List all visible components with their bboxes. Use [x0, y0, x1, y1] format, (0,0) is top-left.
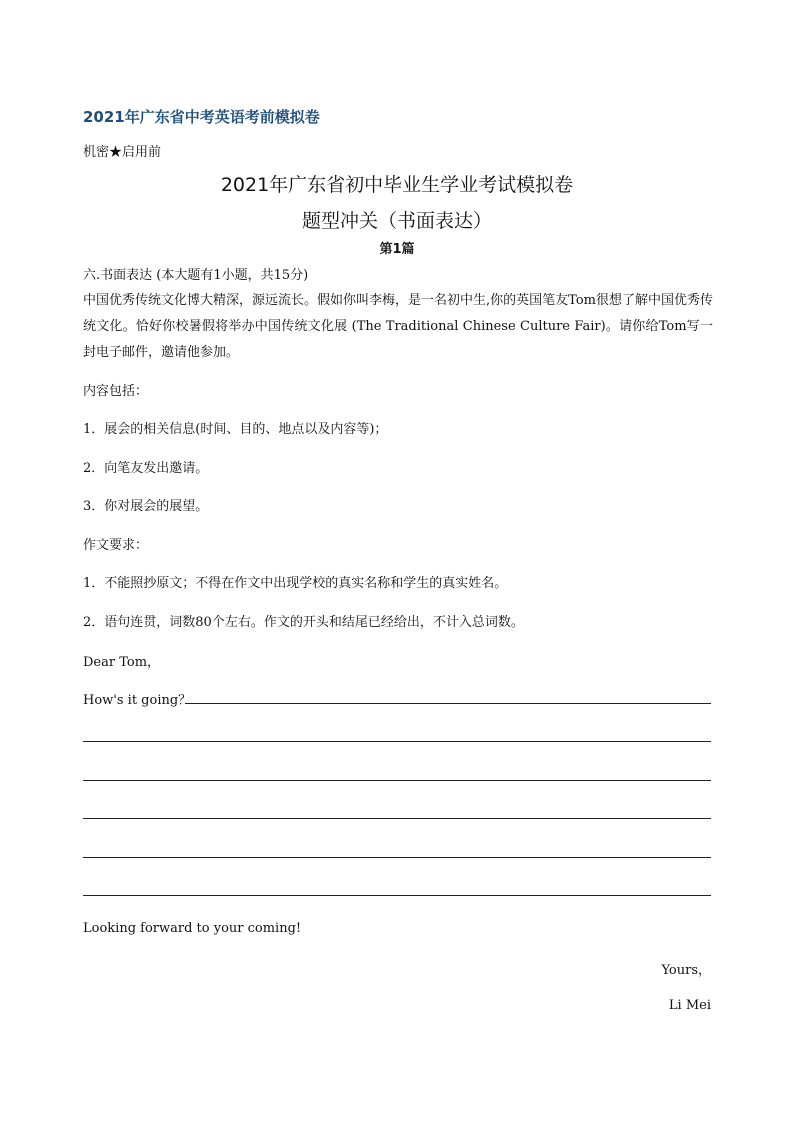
letter-signature: Li Mei: [668, 998, 711, 1013]
letter-closing: Looking forward to your coming!: [83, 921, 302, 936]
answer-line[interactable]: [185, 703, 711, 704]
requirement-item: 1．不能照抄原文；不得在作文中出现学校的真实名称和学生的真实姓名。: [83, 576, 508, 591]
letter-salutation: Dear Tom，: [83, 655, 161, 670]
answer-line[interactable]: [83, 857, 711, 858]
answer-line[interactable]: [83, 780, 711, 781]
confidential-label: 机密★启用前: [83, 145, 162, 160]
content-item: 3．你对展会的展望。: [83, 499, 209, 514]
writing-prompt: 中国优秀传统文化博大精深，源远流长。假如你叫李梅，是一名初中生,你的英国笔友Tom很想了解中国优秀传统文化。恰好你校暑假将举办中国传统文化展 (The Traditional Chinese Culture Fair)。请你给Tom写一封电子邮件，邀请他参加。: [83, 293, 713, 360]
answer-line[interactable]: [83, 818, 711, 819]
letter-opening: How's it going？: [83, 693, 192, 708]
answer-line[interactable]: [83, 895, 711, 896]
section-header: 六.书面表达 (本大题有1小题，共15分): [83, 268, 309, 283]
answer-line[interactable]: [83, 741, 711, 742]
part-label: 第1篇: [379, 242, 415, 257]
content-item: 1．展会的相关信息(时间、目的、地点以及内容等)；: [83, 422, 388, 437]
requirement-item: 2．语句连贯，词数80个左右。作文的开头和结尾已经给出，不计入总词数。: [83, 615, 524, 630]
document-header-title: 2021年广东省中考英语考前模拟卷: [83, 108, 320, 126]
exam-subtitle: 题型冲关（书面表达）: [301, 210, 492, 232]
exam-title: 2021年广东省初中毕业生学业考试模拟卷: [220, 174, 574, 196]
requirements-heading: 作文要求：: [83, 538, 149, 553]
content-item: 2．向笔友发出邀请。: [83, 461, 209, 476]
content-heading: 内容包括：: [83, 384, 149, 399]
letter-sign-off: Yours，: [661, 963, 711, 978]
